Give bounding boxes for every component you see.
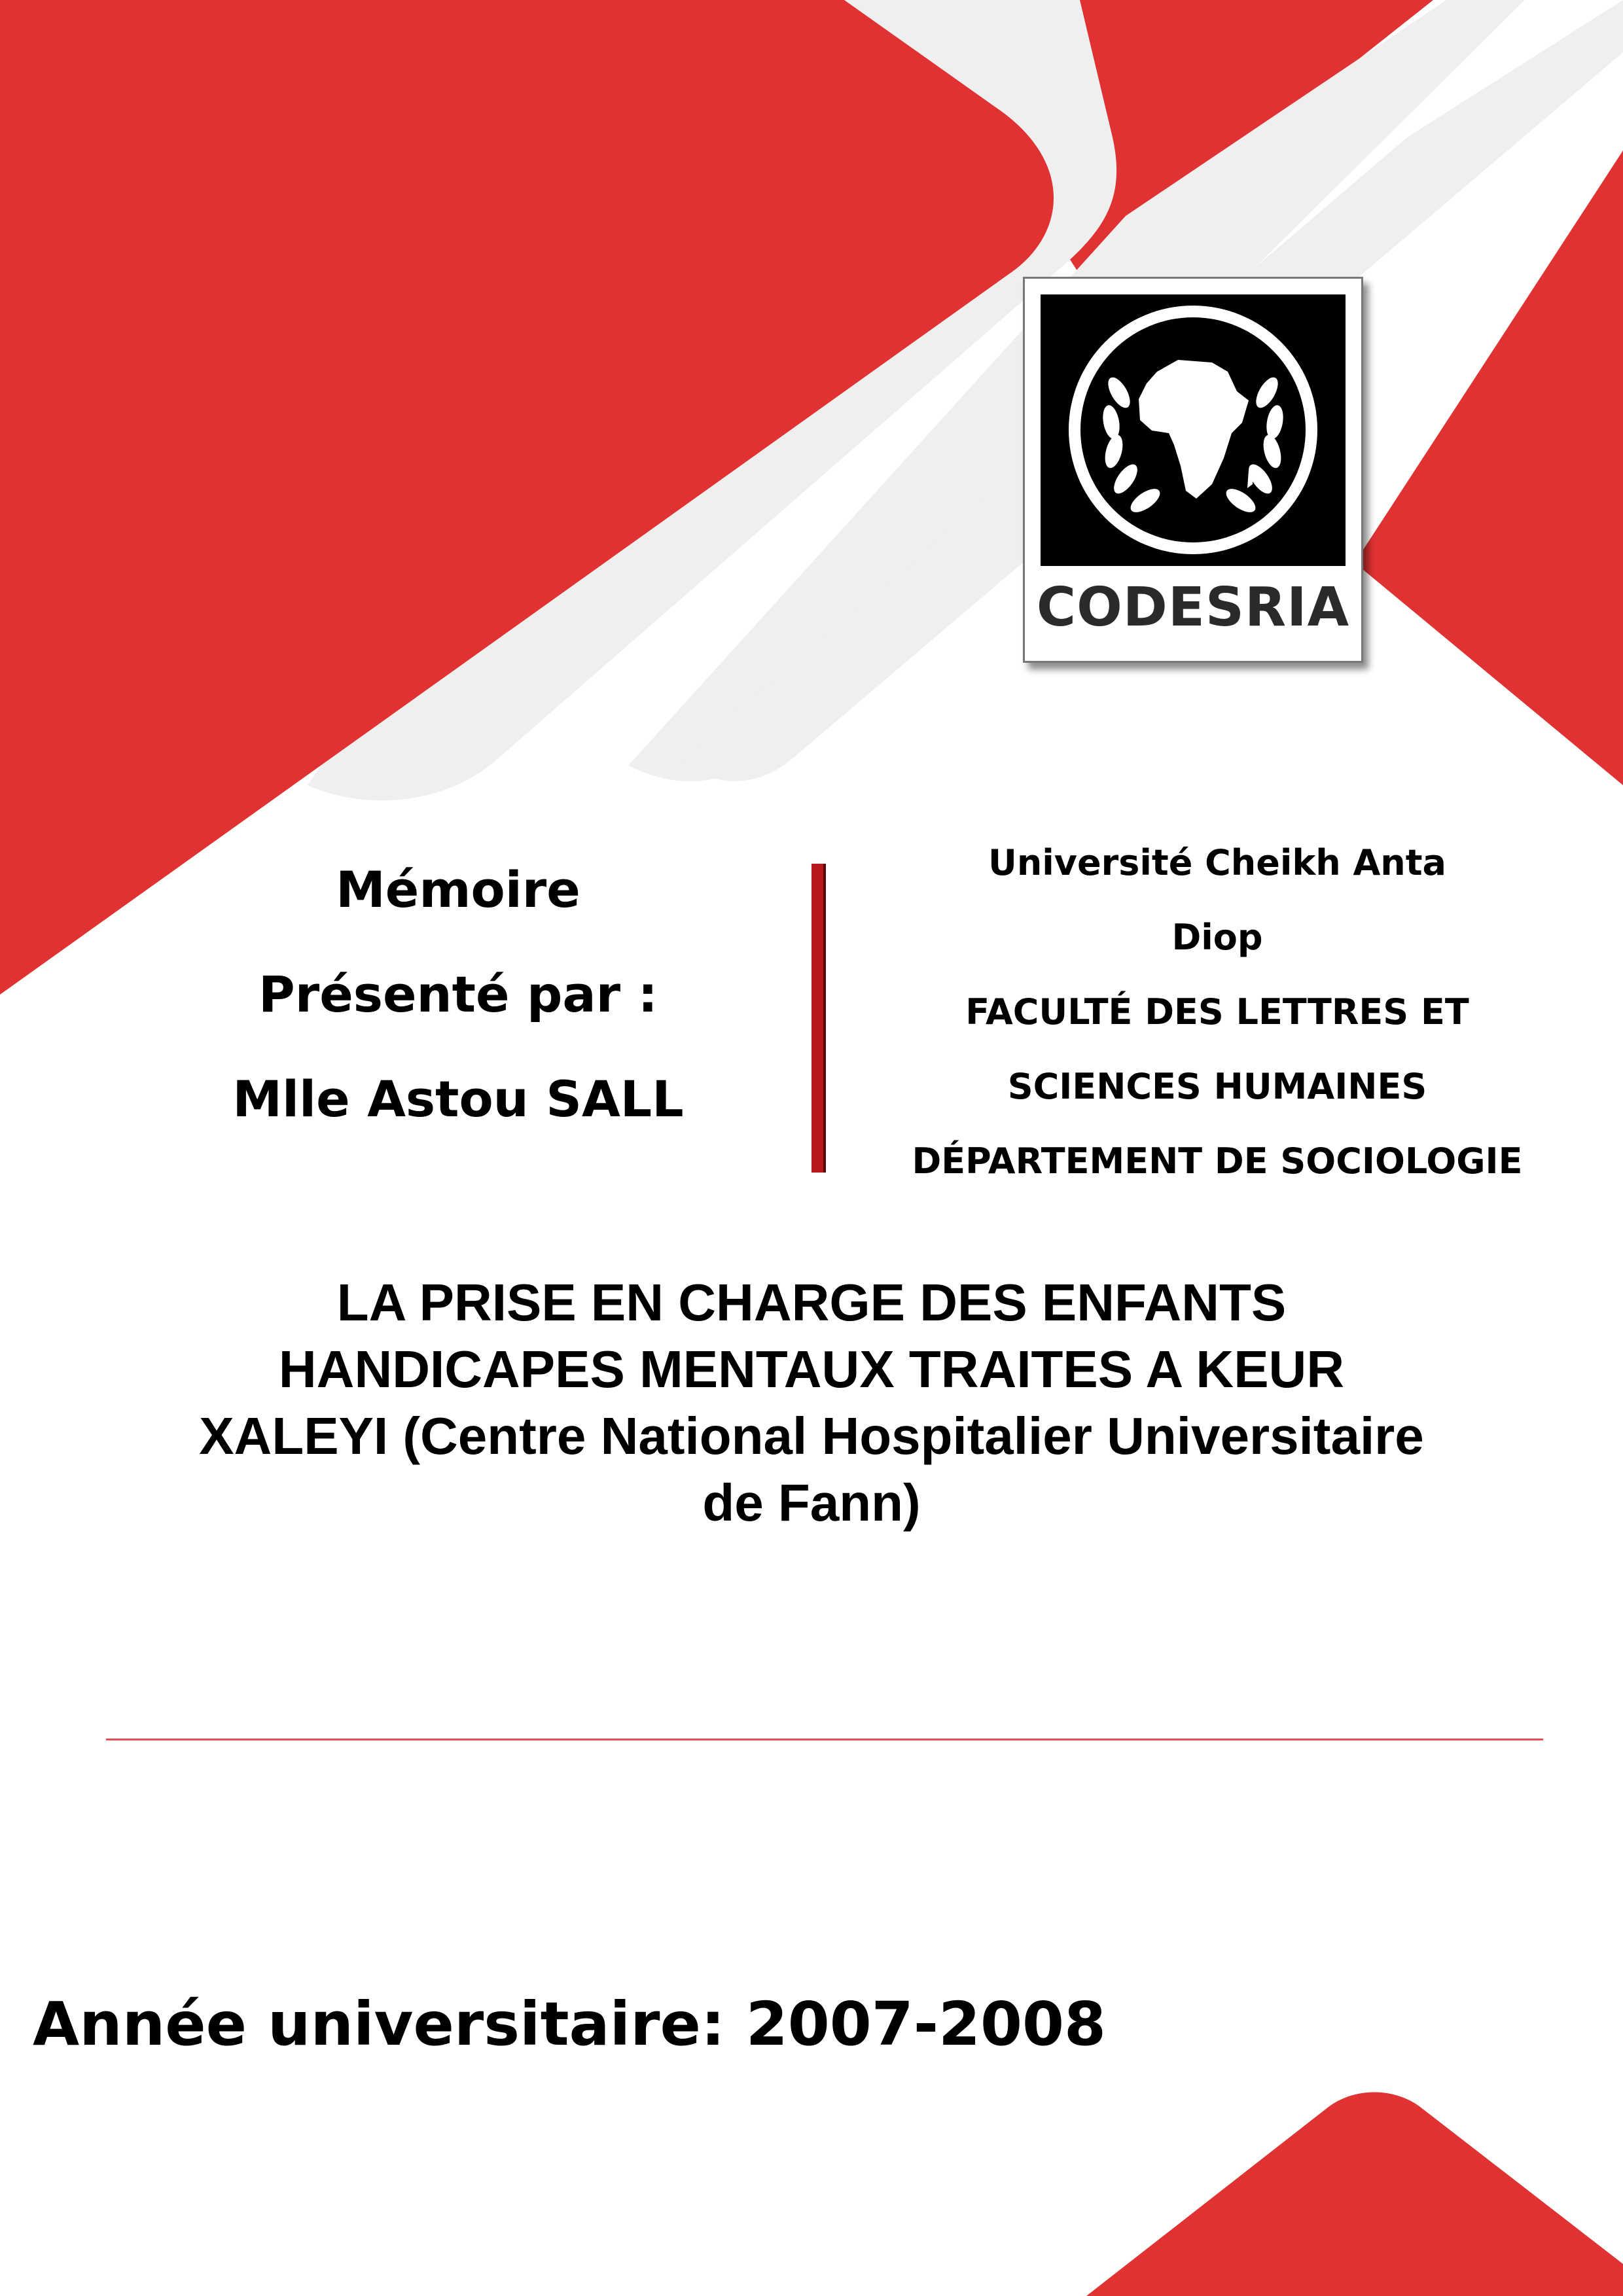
red-triangle-bottom (1086, 2093, 1623, 2296)
title-line-3: XALEYI (Centre National Hospitalier Universitaire (199, 1407, 1424, 1465)
presented-by-label: Présenté par : (259, 965, 658, 1023)
thesis-title (52, 1269, 1571, 1536)
academic-year: Année universitaire: 2007-2008 (33, 1989, 1107, 2059)
institution-block (851, 826, 1584, 1199)
faculty-line-2: SCIENCES HUMAINES (1007, 1066, 1427, 1107)
logo-emblem-panel (1041, 294, 1346, 566)
vertical-divider (812, 864, 826, 1173)
author-name: Mlle Astou SALL (232, 1070, 684, 1128)
presentation-block (157, 838, 759, 1152)
codesria-logo (1023, 277, 1363, 663)
university-line-2: Diop (1171, 917, 1263, 958)
document-type: Mémoire (336, 860, 580, 919)
title-line-1: LA PRISE EN CHARGE DES ENFANTS (336, 1273, 1287, 1332)
university-line-1: Université Cheikh Anta (988, 842, 1446, 883)
africa-laurel-emblem-icon (1041, 294, 1346, 566)
faculty-line-1: FACULTÉ DES LETTRES ET (965, 991, 1469, 1033)
department: DÉPARTEMENT DE SOCIOLOGIE (912, 1140, 1523, 1182)
horizontal-rule (106, 1739, 1543, 1740)
title-line-2: HANDICAPES MENTAUX TRAITES A KEUR (278, 1340, 1345, 1398)
logo-wordmark: CODESRIA (1036, 576, 1350, 639)
title-line-4: de Fann) (702, 1474, 921, 1532)
